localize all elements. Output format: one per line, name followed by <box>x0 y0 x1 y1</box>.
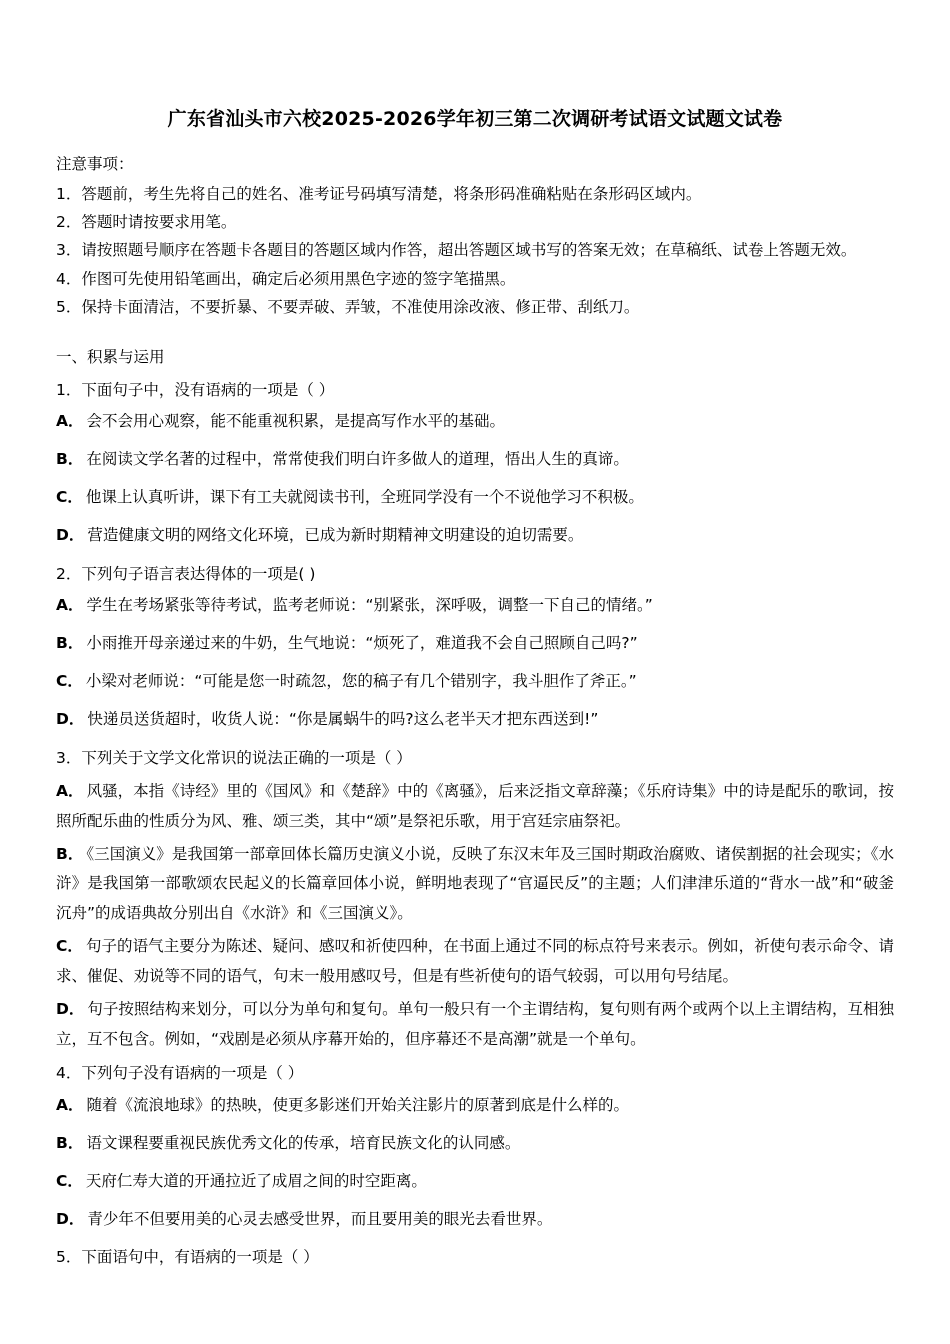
option-text: 在阅读文学名著的过程中，常常使我们明白许多做人的道理，悟出人生的真谛。 <box>86 450 629 469</box>
option-text: 《三国演义》是我国第一部章回体长篇历史演义小说，反映了东汉末年及三国时期政治腐败、诸侯割据的社会现实；《水浒》是我国第一部歌颂农民起义的长篇章回体小说，鲜明地表现了“官逼民反”的主题；人们津津乐道的“背水一战”和“破釜沉舟”的成语典故分别出自《水浒》和《三国演义》。 <box>56 845 894 922</box>
option-text: 他课上认真听讲，课下有工夫就阅读书刊，全班同学没有一个不说他学习不积极。 <box>85 488 644 507</box>
question-4-option-a <box>56 1093 894 1118</box>
option-text: 青少年不但要用美的心灵去感受世界，而且要用美的眼光去看世界。 <box>87 1209 553 1228</box>
notice-heading: 注意事项： <box>56 155 134 173</box>
option-text: 风骚，本指《诗经》里的《国风》和《楚辞》中的《离骚》，后来泛指文章辞藻；《乐府诗集》中的诗是配乐的歌词，按照所配乐曲的性质分为风、雅、颂三类，其中“颂”是祭祀乐歌，用于宫廷宗庙祭祀。 <box>56 782 894 830</box>
option-text: 天府仁寿大道的开通拉近了成眉之间的时空距离。 <box>85 1171 427 1190</box>
option-label: A． <box>56 782 84 801</box>
option-label: B． <box>56 1133 84 1152</box>
option-text: 小梁对老师说：“可能是您一时疏忽，您的稿子有几个错别字，我斗胆作了斧正。” <box>85 672 637 691</box>
question-2-option-b <box>56 631 894 656</box>
option-label: C． <box>56 488 83 507</box>
question-4-option-d <box>56 1207 894 1232</box>
option-label: C． <box>56 1171 83 1190</box>
option-text: 营造健康文明的网络文化环境，已成为新时期精神文明建设的迫切需要。 <box>87 526 584 545</box>
section-heading: 一、积累与运用 <box>56 347 165 366</box>
option-text: 小雨推开母亲递过来的牛奶，生气地说：“烦死了，难道我不会自己照顾自己吗?” <box>86 634 638 653</box>
option-label: D． <box>56 526 85 545</box>
option-label: D． <box>56 710 85 729</box>
notice-item-3: 3．请按照题号顺序在答题卡各题目的答题区域内作答，超出答题区域书写的答案无效；在草稿纸、试卷上答题无效。 <box>56 241 857 260</box>
question-3-stem: 3．下列关于文学文化常识的说法正确的一项是（ ） <box>56 748 412 767</box>
question-1-option-a <box>56 409 894 434</box>
question-1-option-b <box>56 447 894 472</box>
option-label: B． <box>56 845 84 864</box>
notice-item-1: 1．答题前，考生先将自己的姓名、准考证号码填写清楚，将条形码准确粘贴在条形码区域内。 <box>56 185 702 204</box>
option-text: 随着《流浪地球》的热映，使更多影迷们开始关注影片的原著到底是什么样的。 <box>86 1095 630 1114</box>
option-text: 快递员送货超时，收货人说：“你是属蜗牛的吗?这么老半天才把东西送到!” <box>87 710 599 729</box>
question-3-option-b <box>56 840 894 928</box>
question-3-option-c <box>56 932 894 991</box>
section-spacer <box>56 323 894 345</box>
question-1-option-d <box>56 523 894 548</box>
option-text: 学生在考场紧张等待考试，监考老师说：“别紧张，深呼吸，调整一下自己的情绪。” <box>86 596 653 615</box>
option-label: A． <box>56 412 84 431</box>
question-4-option-b <box>56 1131 894 1156</box>
question-2-stem: 2．下列句子语言表达得体的一项是( ) <box>56 564 316 583</box>
option-text: 语文课程要重视民族优秀文化的传承，培育民族文化的认同感。 <box>86 1133 521 1152</box>
notice-item-2: 2．答题时请按要求用笔。 <box>56 213 237 232</box>
question-4-option-c <box>56 1169 894 1194</box>
option-label: A． <box>56 596 84 615</box>
page-title: 广东省汕头市六校2025-2026学年初三第二次调研考试语文试题文试卷 <box>167 108 783 130</box>
question-2-option-c <box>56 669 894 694</box>
question-4-stem: 4．下列句子没有语病的一项是（ ） <box>56 1064 304 1083</box>
question-5-stem: 5．下面语句中，有语病的一项是（ ） <box>56 1248 319 1267</box>
question-3-option-a <box>56 777 894 836</box>
question-2-option-a <box>56 593 894 618</box>
question-3-option-d <box>56 995 894 1054</box>
option-label: C． <box>56 937 83 956</box>
option-label: C． <box>56 672 83 691</box>
option-text: 句子按照结构来划分，可以分为单句和复句。单句一般只有一个主谓结构，复句则有两个或两个以上主谓结构，互相独立，互不包含。例如，“戏剧是必须从序幕开始的，但序幕还不是高潮”就是一个单句。 <box>56 1000 894 1048</box>
option-label: D． <box>56 1209 85 1228</box>
question-1-stem: 1．下面句子中，没有语病的一项是（ ） <box>56 380 335 399</box>
option-label: D． <box>56 1000 85 1019</box>
question-2-option-d <box>56 707 894 732</box>
notice-item-4: 4．作图可先使用铅笔画出，确定后必须用黑色字迹的签字笔描黑。 <box>56 269 516 288</box>
option-label: B． <box>56 634 84 653</box>
option-label: B． <box>56 450 84 469</box>
option-label: A． <box>56 1095 84 1114</box>
question-1-option-c <box>56 485 894 510</box>
notice-item-5: 5．保持卡面清洁，不要折暴、不要弄破、弄皱，不准使用涂改液、修正带、刮纸刀。 <box>56 297 640 316</box>
option-text: 句子的语气主要分为陈述、疑问、感叹和祈使四种，在书面上通过不同的标点符号来表示。例如，祈使句表示命令、请求、催促、劝说等不同的语气，句末一般用感叹号，但是有些祈使句的语气较弱，可以用句号结尾。 <box>56 937 894 985</box>
option-text: 会不会用心观察，能不能重视积累，是提高写作水平的基础。 <box>86 412 506 431</box>
